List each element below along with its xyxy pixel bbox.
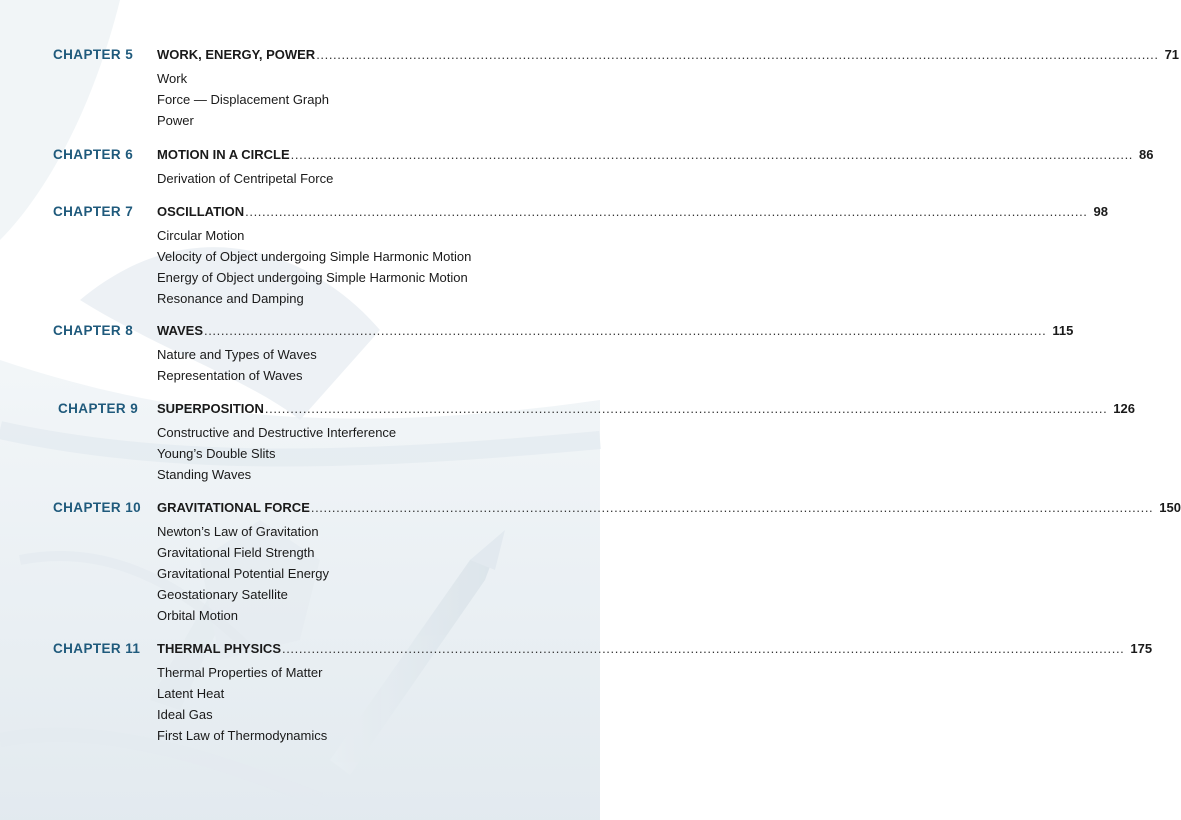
- dot-leader: ........................................................................................................................................................................................................: [316, 47, 1159, 62]
- page-number: 150: [1159, 500, 1181, 515]
- subtopic-item[interactable]: Derivation of Centripetal Force: [157, 171, 334, 186]
- dot-leader: ........................................................................................................................................................................................................: [245, 204, 1088, 219]
- dot-leader: ........................................................................................................................................................................................................: [282, 641, 1125, 656]
- subtopic-item[interactable]: Orbital Motion: [157, 608, 238, 623]
- subtopic-list: [157, 168, 333, 189]
- chapter-heading-link[interactable]: [157, 323, 1074, 339]
- chapter-label: CHAPTER 10: [53, 500, 142, 515]
- subtopic-list: [157, 68, 329, 131]
- subtopic-item[interactable]: Gravitational Potential Energy: [157, 566, 329, 581]
- dot-leader: ........................................................................................................................................................................................................: [204, 323, 1047, 338]
- subtopic-list: [157, 521, 329, 626]
- subtopic-list: [157, 225, 471, 309]
- subtopic-item[interactable]: Work: [157, 71, 188, 86]
- subtopic-item[interactable]: Energy of Object undergoing Simple Harmonic Motion: [157, 270, 468, 285]
- subtopic-list: [157, 344, 317, 386]
- page-number: 71: [1164, 47, 1180, 62]
- page-number: 86: [1139, 147, 1154, 162]
- page-number: 175: [1130, 641, 1153, 656]
- subtopic-item[interactable]: Standing Waves: [157, 467, 252, 482]
- subtopic-list: [157, 662, 327, 746]
- chapter-label: CHAPTER 6: [53, 147, 134, 162]
- chapter-label: CHAPTER 9: [58, 401, 139, 416]
- subtopic-item[interactable]: Ideal Gas: [157, 707, 213, 722]
- page-number: 98: [1093, 204, 1108, 219]
- subtopic-item[interactable]: Power: [157, 113, 194, 128]
- dot-leader: ........................................................................................................................................................................................................: [264, 401, 1108, 416]
- chapter-title: MOTION IN A CIRCLE: [157, 147, 290, 162]
- page-number: 126: [1113, 401, 1135, 416]
- chapter-title: SUPERPOSITION: [157, 401, 264, 416]
- chapter-heading-link[interactable]: [157, 47, 1180, 63]
- subtopic-item[interactable]: Constructive and Destructive Interference: [157, 425, 397, 440]
- dot-leader: ........................................................................................................................................................................................................: [290, 147, 1134, 162]
- subtopic-item[interactable]: Geostationary Satellite: [157, 587, 288, 602]
- subtopic-item[interactable]: Circular Motion: [157, 228, 245, 243]
- subtopic-item[interactable]: Force — Displacement Graph: [157, 92, 329, 107]
- subtopic-list: [157, 422, 396, 485]
- chapter-title: WORK, ENERGY, POWER: [157, 47, 316, 62]
- chapter-title: WAVES: [157, 323, 203, 338]
- subtopic-item[interactable]: Resonance and Damping: [157, 291, 304, 306]
- chapter-heading-link[interactable]: [157, 204, 1108, 220]
- chapter-title: GRAVITATIONAL FORCE: [157, 500, 310, 515]
- subtopic-item[interactable]: Young’s Double Slits: [157, 446, 276, 461]
- chapter-title: THERMAL PHYSICS: [157, 641, 281, 656]
- subtopic-item[interactable]: Thermal Properties of Matter: [157, 665, 323, 680]
- chapter-label: CHAPTER 5: [53, 47, 134, 62]
- chapter-heading-link[interactable]: [157, 147, 1154, 163]
- subtopic-item[interactable]: First Law of Thermodynamics: [157, 728, 328, 743]
- chapter-heading-link[interactable]: [157, 500, 1181, 516]
- chapter-heading-link[interactable]: [157, 401, 1135, 417]
- chapter-label: CHAPTER 11: [53, 641, 141, 656]
- subtopic-item[interactable]: Representation of Waves: [157, 368, 303, 383]
- subtopic-item[interactable]: Velocity of Object undergoing Simple Harmonic Motion: [157, 249, 472, 264]
- chapter-label: CHAPTER 8: [53, 323, 134, 338]
- subtopic-item[interactable]: Newton’s Law of Gravitation: [157, 524, 319, 539]
- chapter-heading-link[interactable]: [157, 641, 1153, 657]
- subtopic-item[interactable]: Gravitational Field Strength: [157, 545, 315, 560]
- dot-leader: ........................................................................................................................................................................................................: [310, 500, 1154, 515]
- chapter-title: OSCILLATION: [157, 204, 245, 219]
- subtopic-item[interactable]: Nature and Types of Waves: [157, 347, 317, 362]
- page-number: 115: [1052, 323, 1074, 338]
- subtopic-item[interactable]: Latent Heat: [157, 686, 225, 701]
- chapter-label: CHAPTER 7: [53, 204, 134, 219]
